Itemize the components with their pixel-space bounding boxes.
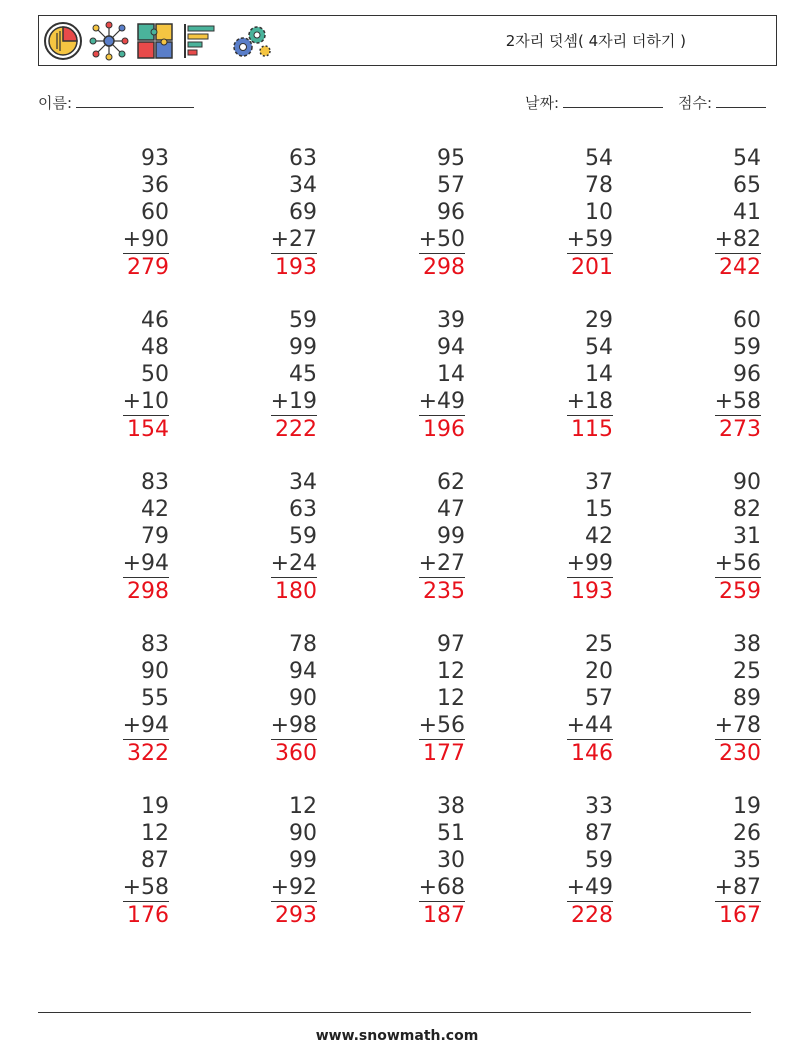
addend: 54 [733, 146, 761, 171]
addend: 59 [289, 308, 317, 333]
answer: 259 [719, 579, 761, 604]
addition-stack [715, 307, 761, 443]
puzzle-icon [135, 21, 175, 61]
answer: 201 [571, 255, 613, 280]
addend: 90 [733, 470, 761, 495]
answer: 196 [423, 417, 465, 442]
problem [186, 469, 334, 631]
addend-last: +49 [566, 875, 613, 900]
problem-row [38, 145, 778, 307]
addend-last: +24 [270, 551, 317, 576]
addend: 36 [141, 173, 169, 198]
problem-row [38, 631, 778, 793]
problem-grid [38, 145, 778, 955]
addend: 26 [733, 821, 761, 846]
addend: 62 [437, 470, 465, 495]
addend: 69 [289, 200, 317, 225]
name-line[interactable] [76, 93, 194, 108]
footer-site[interactable]: www.snowmath.com [315, 1028, 479, 1044]
addend: 19 [141, 794, 169, 819]
addend-last: +68 [418, 875, 465, 900]
addend-last: +56 [714, 551, 761, 576]
addend: 79 [141, 524, 169, 549]
addend: 60 [141, 200, 169, 225]
answer: 176 [127, 903, 169, 928]
addition-stack [123, 307, 169, 443]
addend: 30 [437, 848, 465, 873]
name-label: 이름: [38, 94, 73, 112]
answer: 242 [719, 255, 761, 280]
addend-last: +49 [418, 389, 465, 414]
addend: 90 [289, 821, 317, 846]
problem [482, 793, 630, 955]
addend: 94 [289, 659, 317, 684]
addend: 19 [733, 794, 761, 819]
problem [186, 631, 334, 793]
addend: 45 [289, 362, 317, 387]
addend: 63 [289, 146, 317, 171]
addend: 20 [585, 659, 613, 684]
addend-last: +58 [122, 875, 169, 900]
addend-last: +27 [418, 551, 465, 576]
problem [334, 469, 482, 631]
answer: 180 [275, 579, 317, 604]
answer: 167 [719, 903, 761, 928]
addend: 57 [585, 686, 613, 711]
addend: 14 [437, 362, 465, 387]
answer: 222 [275, 417, 317, 442]
addition-stack [419, 793, 465, 929]
addend: 99 [437, 524, 465, 549]
addition-stack [271, 145, 317, 281]
addend: 82 [733, 497, 761, 522]
footer-divider [38, 1012, 751, 1013]
answer: 279 [127, 255, 169, 280]
addend: 12 [437, 686, 465, 711]
addend: 90 [289, 686, 317, 711]
addition-stack [715, 145, 761, 281]
answer: 298 [127, 579, 169, 604]
addend: 97 [437, 632, 465, 657]
addend: 33 [585, 794, 613, 819]
addition-stack [715, 469, 761, 605]
addend-last: +90 [122, 227, 169, 252]
addition-stack [123, 469, 169, 605]
addend: 42 [585, 524, 613, 549]
addend: 78 [585, 173, 613, 198]
problem [630, 631, 778, 793]
addend: 57 [437, 173, 465, 198]
addend: 48 [141, 335, 169, 360]
addend: 96 [733, 362, 761, 387]
problem-row [38, 307, 778, 469]
addend: 78 [289, 632, 317, 657]
addend: 42 [141, 497, 169, 522]
addend: 50 [141, 362, 169, 387]
addend-last: +19 [270, 389, 317, 414]
problem [482, 469, 630, 631]
pie-chart-icon [43, 21, 83, 61]
problem [334, 793, 482, 955]
addend: 39 [437, 308, 465, 333]
addend: 87 [141, 848, 169, 873]
addition-stack [123, 145, 169, 281]
answer: 360 [275, 741, 317, 766]
addend: 59 [733, 335, 761, 360]
addend: 99 [289, 848, 317, 873]
problem [334, 145, 482, 307]
addend: 46 [141, 308, 169, 333]
problem [38, 307, 186, 469]
addend-last: +50 [418, 227, 465, 252]
score-field[interactable] [678, 92, 766, 113]
addition-stack [271, 469, 317, 605]
addend: 41 [733, 200, 761, 225]
answer: 154 [127, 417, 169, 442]
addend-last: +87 [714, 875, 761, 900]
problem [334, 307, 482, 469]
addend: 29 [585, 308, 613, 333]
addend: 55 [141, 686, 169, 711]
addend-last: +94 [122, 551, 169, 576]
network-icon [89, 21, 129, 61]
addend: 10 [585, 200, 613, 225]
addend: 38 [733, 632, 761, 657]
addition-stack [419, 145, 465, 281]
addend-last: +59 [566, 227, 613, 252]
problem [630, 307, 778, 469]
date-line[interactable] [563, 93, 663, 108]
problem [630, 145, 778, 307]
addend-last: +10 [122, 389, 169, 414]
problem [630, 469, 778, 631]
header-icons [43, 20, 273, 62]
addend: 90 [141, 659, 169, 684]
addend: 95 [437, 146, 465, 171]
addend: 12 [141, 821, 169, 846]
problem [38, 631, 186, 793]
answer: 322 [127, 741, 169, 766]
addend: 54 [585, 335, 613, 360]
addition-stack [567, 793, 613, 929]
addend: 25 [733, 659, 761, 684]
addition-stack [271, 307, 317, 443]
addend-last: +18 [566, 389, 613, 414]
addition-stack [567, 307, 613, 443]
answer: 115 [571, 417, 613, 442]
addition-stack [715, 631, 761, 767]
answer: 228 [571, 903, 613, 928]
problem [186, 145, 334, 307]
addend: 83 [141, 470, 169, 495]
problem [482, 307, 630, 469]
addition-stack [271, 631, 317, 767]
addend: 63 [289, 497, 317, 522]
bar-list-icon [181, 21, 217, 61]
answer: 293 [275, 903, 317, 928]
addend: 54 [585, 146, 613, 171]
addend-last: +58 [714, 389, 761, 414]
addend: 47 [437, 497, 465, 522]
addend: 59 [585, 848, 613, 873]
addition-stack [419, 307, 465, 443]
addend: 83 [141, 632, 169, 657]
addend-last: +56 [418, 713, 465, 738]
addend-last: +27 [270, 227, 317, 252]
addend: 60 [733, 308, 761, 333]
addend: 12 [289, 794, 317, 819]
addend: 12 [437, 659, 465, 684]
addend-last: +99 [566, 551, 613, 576]
addend-last: +92 [270, 875, 317, 900]
addend: 51 [437, 821, 465, 846]
addend-last: +82 [714, 227, 761, 252]
addend: 89 [733, 686, 761, 711]
addend: 15 [585, 497, 613, 522]
addend: 35 [733, 848, 761, 873]
answer: 177 [423, 741, 465, 766]
addend: 87 [585, 821, 613, 846]
gears-icon [231, 21, 273, 61]
addend: 65 [733, 173, 761, 198]
addend: 94 [437, 335, 465, 360]
problem [630, 793, 778, 955]
problem [482, 631, 630, 793]
date-field[interactable] [525, 92, 663, 113]
answer: 273 [719, 417, 761, 442]
answer: 193 [275, 255, 317, 280]
name-field[interactable] [38, 92, 194, 113]
addend: 99 [289, 335, 317, 360]
problem [186, 793, 334, 955]
addend: 93 [141, 146, 169, 171]
addend: 96 [437, 200, 465, 225]
addend-last: +44 [566, 713, 613, 738]
addition-stack [271, 793, 317, 929]
answer: 230 [719, 741, 761, 766]
addend: 31 [733, 524, 761, 549]
addend: 59 [289, 524, 317, 549]
problem [186, 307, 334, 469]
problem [482, 145, 630, 307]
addition-stack [419, 469, 465, 605]
problem [38, 145, 186, 307]
addition-stack [123, 631, 169, 767]
addend-last: +94 [122, 713, 169, 738]
addition-stack [567, 145, 613, 281]
problem-row [38, 469, 778, 631]
addition-stack [419, 631, 465, 767]
addend: 25 [585, 632, 613, 657]
addition-stack [715, 793, 761, 929]
score-line[interactable] [716, 93, 766, 108]
worksheet-header [38, 15, 777, 66]
problem [38, 469, 186, 631]
addend-last: +78 [714, 713, 761, 738]
answer: 187 [423, 903, 465, 928]
addend: 37 [585, 470, 613, 495]
problem [38, 793, 186, 955]
answer: 193 [571, 579, 613, 604]
addend: 14 [585, 362, 613, 387]
worksheet-title: 2자리 덧셈( 4자리 더하기 ) [505, 32, 686, 50]
answer: 146 [571, 741, 613, 766]
addend-last: +98 [270, 713, 317, 738]
addend: 34 [289, 470, 317, 495]
addition-stack [567, 631, 613, 767]
date-label: 날짜: [525, 94, 560, 112]
addend: 38 [437, 794, 465, 819]
problem-row [38, 793, 778, 955]
addition-stack [123, 793, 169, 929]
answer: 298 [423, 255, 465, 280]
problem [334, 631, 482, 793]
answer: 235 [423, 579, 465, 604]
addend: 34 [289, 173, 317, 198]
addition-stack [567, 469, 613, 605]
score-label: 점수: [678, 94, 713, 112]
